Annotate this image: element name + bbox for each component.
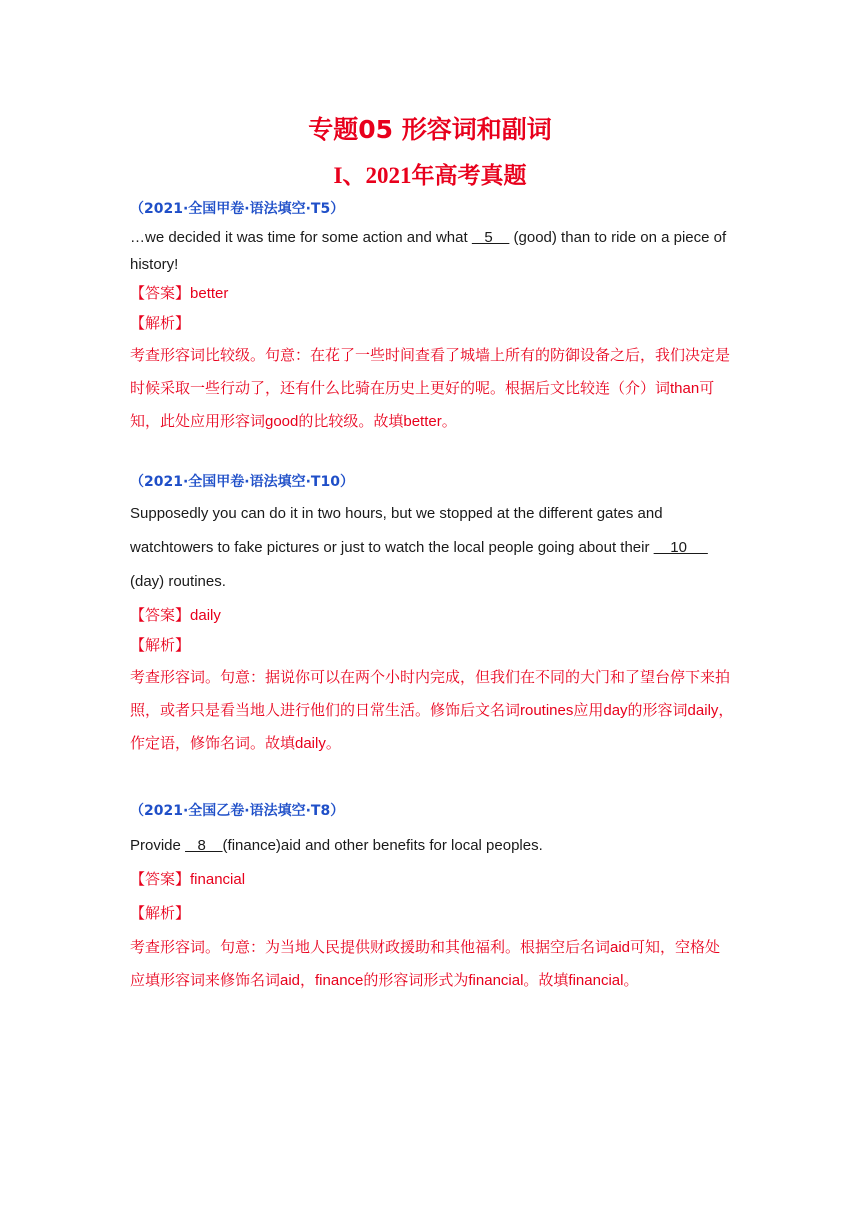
stem-text: (finance)aid and other benefits for local peoples. [222, 837, 543, 854]
analysis-text: 考查形容词。句意：据说你可以在两个小时内完成，但我们在不同的大门和了望台停下来拍照，或者只是看当地人进行他们的日常生活。修饰后文名词routines应用day的形容词daily，作定语，修饰名词。故填daily。 [130, 669, 734, 752]
stem-text: Provide [130, 837, 186, 854]
page-title: 专题05 形容词和副词 [308, 115, 552, 144]
question-source: （2021·全国乙卷·语法填空·T8） [130, 803, 345, 819]
answer-line [130, 279, 735, 309]
answer-line [130, 601, 735, 631]
question-block [130, 200, 735, 438]
answer-blank: 10 [653, 539, 708, 556]
question-stem [130, 831, 735, 861]
stem-text: …we decided it was time for some action and what [130, 229, 472, 246]
analysis-text: 考查形容词。句意：为当地人民提供财政援助和其他福利。根据空后名词aid可知，空格处应填形容词来修饰名词aid，finance的形容词形式为financial。故填financial。 [130, 939, 721, 989]
answer-value: better [190, 285, 229, 302]
analysis-text: 考查形容词比较级。句意：在花了一些时间查看了城墙上所有的防御设备之后，我们决定是时候采取一些行动了，还有什么比骑在历史上更好的呢。根据后文比较连（介）词than可知，此处应用形容词good的比较级。故填better。 [130, 347, 731, 430]
question-stem [130, 224, 735, 278]
answer-label: 【答案】 [130, 607, 191, 624]
question-source: （2021·全国甲卷·语法填空·T10） [130, 474, 354, 490]
answer-blank: 5 [471, 229, 510, 246]
section-title: I、2021年高考真题 [333, 163, 527, 188]
stem-text: Supposedly you can do it in two hours, but we stopped at the different gates and watchtowers to fake pictures or just to watch the local people going about their [130, 505, 663, 556]
analysis-label: 【解析】 [130, 315, 191, 332]
analysis-label: 【解析】 [130, 905, 191, 922]
answer-label: 【答案】 [130, 871, 191, 888]
answer-line [130, 865, 735, 895]
question-stem [130, 497, 735, 599]
stem-text: (good) than to ride on a piece of history! [130, 229, 727, 273]
stem-text: (day) routines. [130, 573, 226, 590]
question-block [130, 802, 735, 997]
answer-value: daily [190, 607, 221, 624]
question-block [130, 473, 735, 760]
analysis-label: 【解析】 [130, 637, 191, 654]
answer-label: 【答案】 [130, 285, 191, 302]
question-source: （2021·全国甲卷·语法填空·T5） [130, 201, 345, 217]
answer-blank: 8 [185, 837, 223, 854]
answer-value: financial [190, 871, 246, 888]
